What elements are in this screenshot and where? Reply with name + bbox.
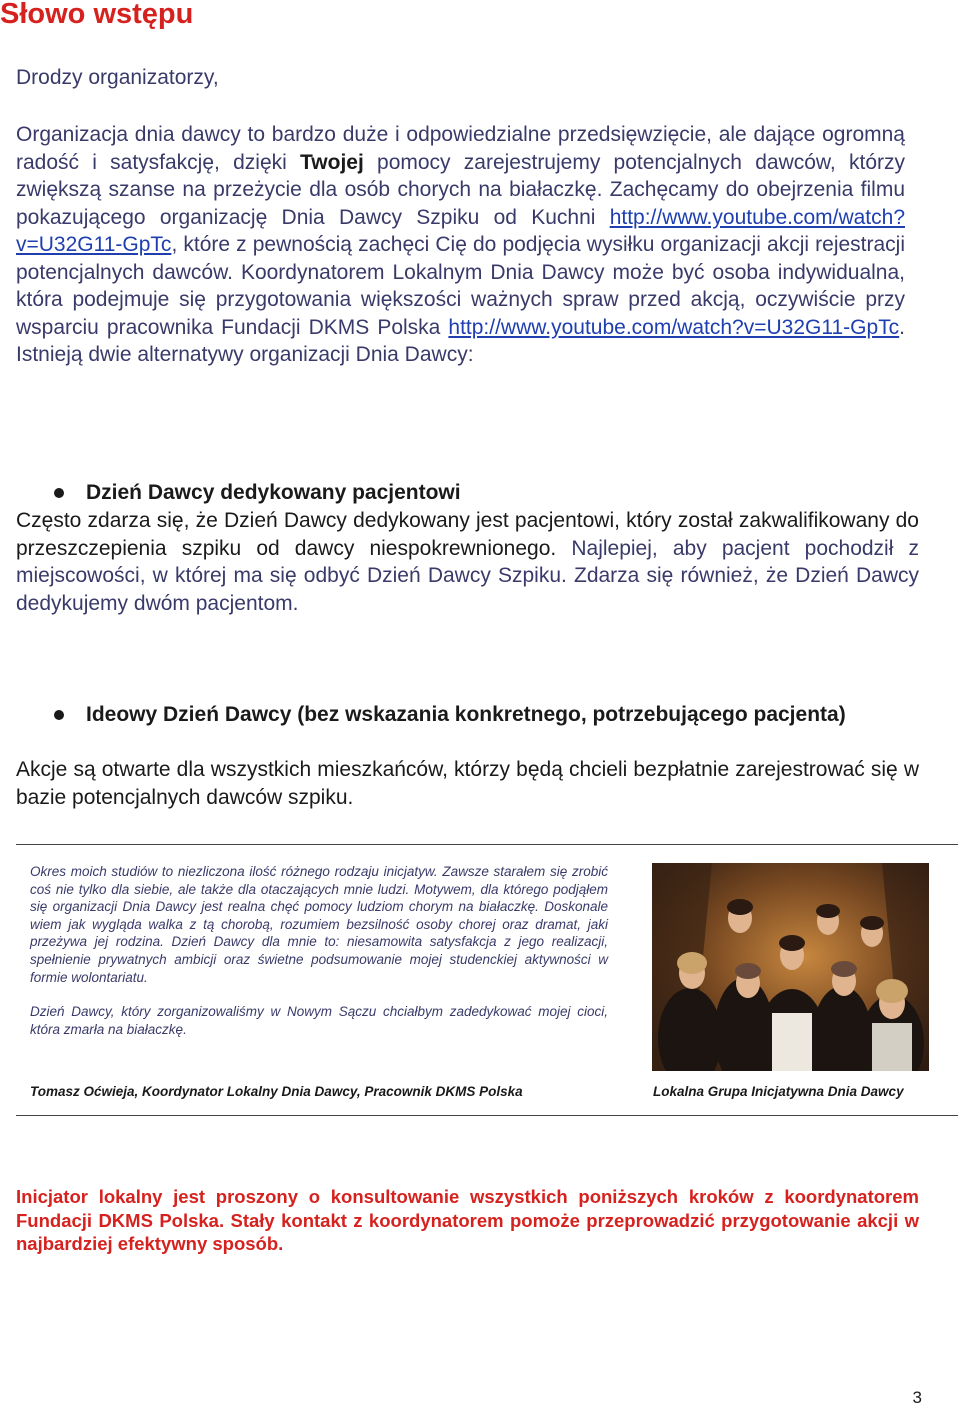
bullet-icon — [54, 488, 64, 498]
alternative-2-title: Ideowy Dzień Dawcy (bez wskazania konkretnego, potrzebującego pacjenta) — [86, 703, 846, 726]
page-number: 3 — [912, 1388, 922, 1407]
divider-bottom — [16, 1115, 958, 1116]
page-title: Słowo wstępu — [0, 0, 194, 30]
greeting: Drodzy organizatorzy, — [16, 66, 219, 89]
alternative-1-text-b: Najlepiej, aby pacjent pochodził z miejscowości, w której ma się odbyć Dzień Dawcy Szpiku. Zdarza się również, że Dzień Dawcy dedykujemy dwóm pacjentom. — [16, 536, 919, 615]
intro-text: Organizacja dnia dawcy to bardzo duże i odpowiedzialne przedsięwzięcie, ale dające ogromną radość i satysfakcję, dzięki — [16, 123, 905, 174]
intro-bold: Twojej — [300, 150, 364, 174]
testimonial-paragraph: Dzień Dawcy, który zorganizowaliśmy w Nowym Sączu chciałbym zadedykować mojej cioci, która zmarła na białaczkę. — [30, 1004, 608, 1037]
alternative-1-title: Dzień Dawcy dedykowany pacjentowi — [86, 481, 461, 504]
intro-text: . Istnieją dwie alternatywy organizacji Dnia Dawcy: — [16, 315, 905, 366]
bullet-icon — [54, 710, 64, 720]
divider-top — [16, 844, 958, 845]
testimonial-paragraph: Okres moich studiów to niezliczona ilość różnego rodzaju inicjatyw. Zawsze starałem się zrobić coś nie tylko dla siebie, ale także dla otaczających mnie ludzi. Motywem, dla którego podjąłem się organizacji Dnia Dawcy jest realna chęć pomocy ludziom chorym na białaczkę. Doskonale wiem jak wygląda walka z tą chorobą, rozumiem bezsilność osoby chorej oraz dramat, jaki przeżywa jej rodzina. Dzień Dawcy dla mnie to: niesamowita satysfakcja z jego realizacji, spełnienie prywatnych ambicji oraz świetne podsumowanie mojej studenckiej aktywności w formie wolontariatu. — [30, 864, 608, 985]
intro-paragraph — [16, 121, 905, 369]
author-caption: Tomasz Oćwieja, Koordynator Lokalny Dnia Dawcy, Pracownik DKMS Polska — [30, 1084, 523, 1099]
testimonial-text — [30, 863, 608, 1038]
alternative-2-text: Akcje są otwarte dla wszystkich mieszkańców, którzy będą chcieli bezpłatnie zarejestrować się w bazie potencjalnych dawców szpiku. — [16, 758, 919, 809]
group-photo — [652, 863, 929, 1071]
intro-text: , które z pewnością zachęci Cię do podjęcia wysiłku organizacji akcji rejestracji potencjalnych dawców. — [16, 233, 905, 284]
video-link[interactable]: http://www.youtube.com/watch?v=U32G11-GpTc — [16, 205, 905, 256]
video-link[interactable]: http://www.youtube.com/watch?v=U32G11-GpTc — [448, 315, 900, 339]
alternative-1-text — [16, 507, 919, 617]
notice-paragraph: Inicjator lokalny jest proszony o konsultowanie wszystkich poniższych kroków z koordynatorem Fundacji DKMS Polska. Stały kontakt z koordynatorem pomoże przeprowadzić przygotowanie akcji w najbardziej efektywny sposób. — [16, 1186, 919, 1255]
intro-text: pomocy zarejestrujemy potencjalnych dawców, którzy zwiększą szanse na przeżycie dla osób chorych na białaczkę. Zachęcamy do obejrzenia filmu pokazującego organizację Dnia Dawcy Szpiku od Kuchni — [16, 150, 905, 229]
alternative-1-text-a: Często zdarza się, że Dzień Dawcy dedykowany jest pacjentowi, który został zakwalifikowany do przeszczepienia szpiku od dawcy niespokrewnionego. — [16, 509, 919, 560]
intro-text: Koordynatorem Lokalnym Dnia Dawcy może być osoba indywidualna, która podejmuje się przygotowania większości ważnych spraw przed akcją, oczywiście przy wsparciu pracownika Fundacji DKMS Polska — [16, 260, 905, 339]
photo-caption: Lokalna Grupa Inicjatywna Dnia Dawcy — [653, 1084, 904, 1099]
